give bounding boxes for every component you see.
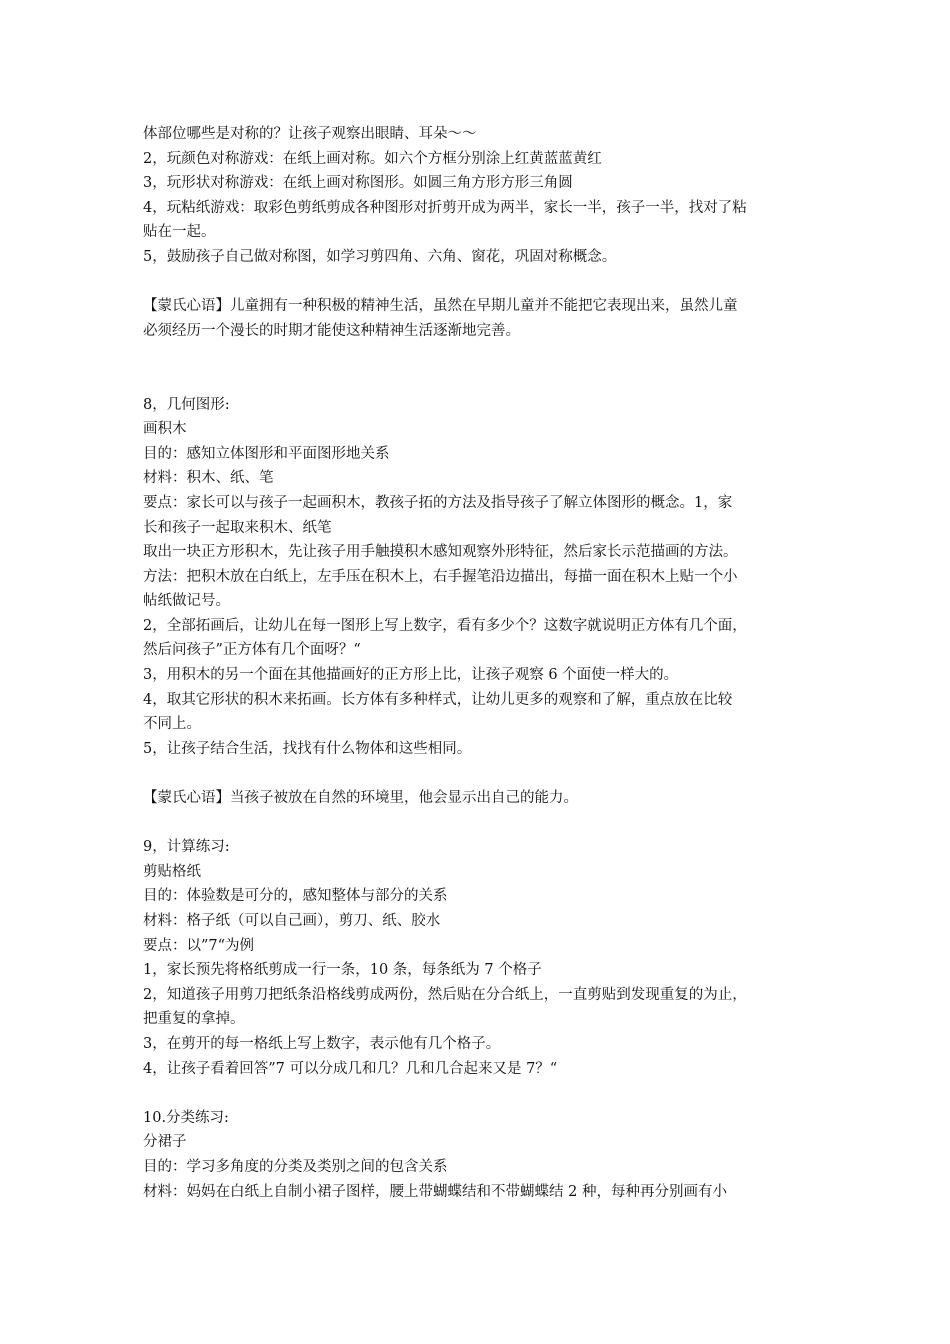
text-line: 剪贴格纸 <box>143 863 201 880</box>
text-line: 【蒙氏心语】儿童拥有一种积极的精神生活，虽然在早期儿童并不能把它表现出来，虽然儿童 <box>143 298 738 315</box>
text-line: 必须经历一个漫长的时期才能使这种精神生活逐渐地完善。 <box>143 322 520 339</box>
blank-line <box>143 343 813 368</box>
text-line: 材料：妈妈在白纸上自制小裙子图样，腰上带蝴蝶结和不带蝴蝶结 2 种，每种再分别画有小 <box>143 1183 727 1200</box>
blank-line <box>143 1081 813 1106</box>
text-line: 4，玩粘纸游戏：取彩色剪纸剪成各种图形对折剪开成为两半，家长一半，孩子一半，找对了粘 <box>143 199 747 216</box>
text-line: 4，让孩子看着回答”7 可以分成几和几？几和几合起来又是 7？“ <box>143 1060 558 1077</box>
text-line: 【蒙氏心语】当孩子被放在自然的环境里，他会显示出自己的能力。 <box>143 790 578 807</box>
text-line: 10.分类练习: <box>143 1109 229 1126</box>
text-line: 2，知道孩子用剪刀把纸条沿格线剪成两份，然后贴在分合纸上，一直剪贴到发现重复的为止， <box>143 986 747 1003</box>
text-line: 2，全部拓画后，让幼儿在每一图形上写上数字，看有多少个？这数字就说明正方体有几个面， <box>143 617 747 634</box>
text-line: 4，取其它形状的积木来拓画。长方体有多种样式，让幼儿更多的观察和了解，重点放在比较 <box>143 691 733 708</box>
text-line: 2，玩颜色对称游戏：在纸上画对称。如六个方框分别涂上红黄蓝蓝黄红 <box>143 150 602 167</box>
text-line: 要点：以”7“为例 <box>143 937 255 954</box>
text-line: 然后问孩子”正方体有几个面呀？“ <box>143 642 361 659</box>
text-line: 画积木 <box>143 421 187 438</box>
text-line: 贴在一起。 <box>143 224 216 241</box>
text-line: 方法：把积木放在白纸上，左手压在积木上，右手握笔沿边描出，每描一面在积木上贴一个小 <box>143 568 738 585</box>
text-line: 把重复的拿掉。 <box>143 1011 245 1028</box>
text-line: 材料：格子纸（可以自己画），剪刀、纸、胶水 <box>143 913 441 929</box>
text-line: 长和孩子一起取来积木、纸笔 <box>143 519 332 536</box>
blank-line <box>143 270 813 295</box>
text-line: 目的：体验数是可分的，感知整体与部分的关系 <box>143 888 448 905</box>
text-line: 要点：家长可以与孩子一起画积木，教孩子拓的方法及指导孩子了解立体图形的概念。1，家 <box>143 494 733 511</box>
text-line: 3，玩形状对称游戏：在纸上画对称图形。如圆三角方形方形三角圆 <box>143 175 573 192</box>
text-line: 体部位哪些是对称的？让孩子观察出眼睛、耳朵～～ <box>143 126 477 142</box>
document-body <box>143 122 813 1204</box>
blank-line <box>143 368 813 393</box>
blank-line <box>143 811 813 836</box>
blank-line <box>143 761 813 786</box>
text-line: 5，让孩子结合生活，找找有什么物体和这些相同。 <box>143 740 472 757</box>
text-line: 目的：学习多角度的分类及类别之间的包含关系 <box>143 1158 448 1175</box>
text-line: 5，鼓励孩子自己做对称图，如学习剪四角、六角、窗花，巩固对称概念。 <box>143 248 617 265</box>
text-line: 8，几何图形: <box>143 396 230 413</box>
text-line: 1，家长预先将格纸剪成一行一条，10 条，每条纸为 7 个格子 <box>143 962 542 979</box>
text-line: 目的：感知立体图形和平面图形地关系 <box>143 445 390 462</box>
text-line: 帖纸做记号。 <box>143 593 230 610</box>
text-line: 不同上。 <box>143 716 201 733</box>
text-line: 取出一块正方形积木，先让孩子用手触摸积木感知观察外形特征，然后家长示范描画的方法。 <box>143 544 738 561</box>
text-line: 9，计算练习: <box>143 839 230 856</box>
text-line: 分裙子 <box>143 1134 187 1151</box>
text-line: 3，用积木的另一个面在其他描画好的正方形上比，让孩子观察 6 个面使一样大的。 <box>143 667 679 684</box>
text-line: 3，在剪开的每一格纸上写上数字，表示他有几个格子。 <box>143 1035 501 1052</box>
text-line: 材料：积木、纸、笔 <box>143 470 274 487</box>
